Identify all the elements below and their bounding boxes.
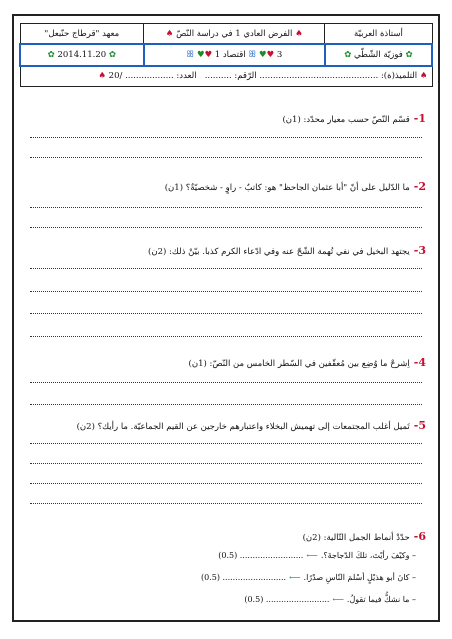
question-number: 2- — [413, 180, 426, 193]
spade-icon: ♠ — [295, 28, 303, 39]
question-2 — [165, 180, 426, 193]
answer-line[interactable] — [30, 483, 422, 484]
student-name-label: التلميذ(ة): — [380, 71, 418, 82]
answer-line[interactable] — [30, 157, 422, 158]
grade-label: العدد: .................. — [125, 71, 197, 82]
class-name-cell — [144, 44, 325, 65]
question-4 — [189, 356, 426, 369]
exam-header — [19, 23, 433, 87]
ornament-icon: ꕥ — [186, 49, 195, 60]
question-text: قسّم النّصّ حسب معيار محدّد: (1ن) — [282, 115, 410, 125]
spade-icon: ♠ — [165, 28, 174, 39]
student-name-blank[interactable]: ............................................ — [259, 71, 379, 82]
heart-icon: ♥ — [266, 49, 275, 60]
question-text: ما الدّليل على أنّ "أبا عثمان الجاحظ" هو: كاتبٌ - راوٍ - شخصيّةٌ؟ (1ن) — [164, 183, 410, 193]
sentence-answer-blank[interactable]: ......................... — [222, 573, 287, 582]
question-3 — [148, 244, 426, 257]
answer-line[interactable] — [30, 137, 422, 138]
teacher-role: أستاذة العربيّة — [354, 28, 403, 39]
answer-line[interactable] — [30, 382, 422, 383]
question-number: 3- — [413, 244, 426, 257]
grade-total: /20 — [108, 71, 123, 82]
question-text: اِشرحْ ما وُضِع بين مُعقّفين في السّطر الخامس من النّصّ: (1ن) — [188, 359, 410, 369]
sentence-text: ما نشكُّ فيما تقولُ. — [346, 595, 410, 604]
question-number: 5- — [413, 419, 426, 432]
answer-line[interactable] — [30, 268, 422, 269]
answer-line[interactable] — [30, 207, 422, 208]
exam-title: الفرض العادي 1 في دراسة النّصّ — [176, 28, 293, 39]
student-info-row — [20, 66, 432, 87]
answer-line[interactable] — [30, 404, 422, 405]
sentence-text: كانَ أبو هذيْلٍ أسْلمَ النّاسِ صدْرًا. — [303, 573, 410, 582]
sentence-mark: (0.5) — [200, 573, 220, 582]
answer-line[interactable] — [30, 227, 422, 228]
clover-icon: ✿ — [405, 49, 413, 60]
heart-icon: ♥ — [258, 49, 267, 60]
answer-line[interactable] — [30, 503, 422, 504]
answer-line[interactable] — [30, 336, 422, 337]
exam-title-cell — [144, 24, 325, 45]
teacher-name: فوزيّة الشّطّي — [354, 49, 403, 60]
sentence-answer-blank[interactable]: ......................... — [265, 595, 330, 604]
sentence-item: – كانَ أبو هذيْلٍ أسْلمَ النّاسِ صدْرًا.⟵......................... (0.5) — [200, 573, 416, 582]
sentence-item: – وكيْفَ رأيْتَ، تلكَ الدّجاجةَ؟.⟵......................... (0.5) — [218, 551, 416, 560]
clover-icon: ✿ — [108, 49, 116, 60]
answer-line[interactable] — [30, 443, 422, 444]
arrow-left-icon: ⟵ — [289, 573, 301, 582]
question-5 — [77, 419, 426, 432]
question-number: 6- — [413, 530, 426, 543]
answer-line[interactable] — [30, 291, 422, 292]
heart-icon: ♥ — [204, 49, 213, 60]
question-1 — [282, 112, 426, 125]
arrow-left-icon: ⟵ — [332, 595, 344, 604]
question-text: يجتهد البخيل في نفي تُهمة الشّحّ عنه وفي ادّعاء الكرم كذبا. بيّنْ ذلك: (2ن) — [148, 247, 410, 257]
clover-icon: ✿ — [47, 49, 55, 60]
question-text: تَميل أغلب المجتمعات إلى تهميش البخلاء واعتبارهم خارجين عن القيم الجماعيّة. ما رأيك؟ (2ن) — [76, 422, 410, 432]
teacher-role-cell — [325, 24, 432, 45]
spade-icon: ♠ — [98, 71, 106, 82]
answer-line[interactable] — [30, 313, 422, 314]
class-name: 3 اقتصاد 1 — [214, 49, 283, 60]
ornament-icon: ꕥ — [248, 49, 257, 60]
sentence-mark: (0.5) — [244, 595, 264, 604]
clover-icon: ✿ — [344, 49, 352, 60]
sentence-item: – ما نشكُّ فيما تقولُ.⟵......................... (0.5) — [244, 595, 416, 604]
spade-icon: ♠ — [419, 71, 428, 82]
exam-date-cell — [20, 44, 144, 65]
answer-line[interactable] — [30, 463, 422, 464]
sentence-answer-blank[interactable]: ......................... — [239, 551, 304, 560]
exam-sheet — [12, 14, 440, 622]
question-number: 4- — [413, 356, 426, 369]
heart-icon: ♥ — [196, 49, 205, 60]
arrow-left-icon: ⟵ — [306, 551, 318, 560]
sentence-text: وكيْفَ رأيْتَ، تلكَ الدّجاجةَ؟. — [320, 551, 410, 560]
student-number-label: الرّقم: .......... — [204, 71, 257, 82]
teacher-name-cell — [325, 44, 432, 65]
school-name: معهد "قرطاج حنّبعل" — [44, 28, 120, 39]
sentence-mark: (0.5) — [218, 551, 238, 560]
question-text: حدّدْ أنماط الجمل التّالية: (2ن) — [302, 533, 410, 543]
exam-date: 2014.11.20 — [57, 49, 107, 60]
question-6 — [303, 530, 426, 543]
school-name-cell — [20, 24, 144, 45]
question-number: 1- — [413, 112, 426, 125]
